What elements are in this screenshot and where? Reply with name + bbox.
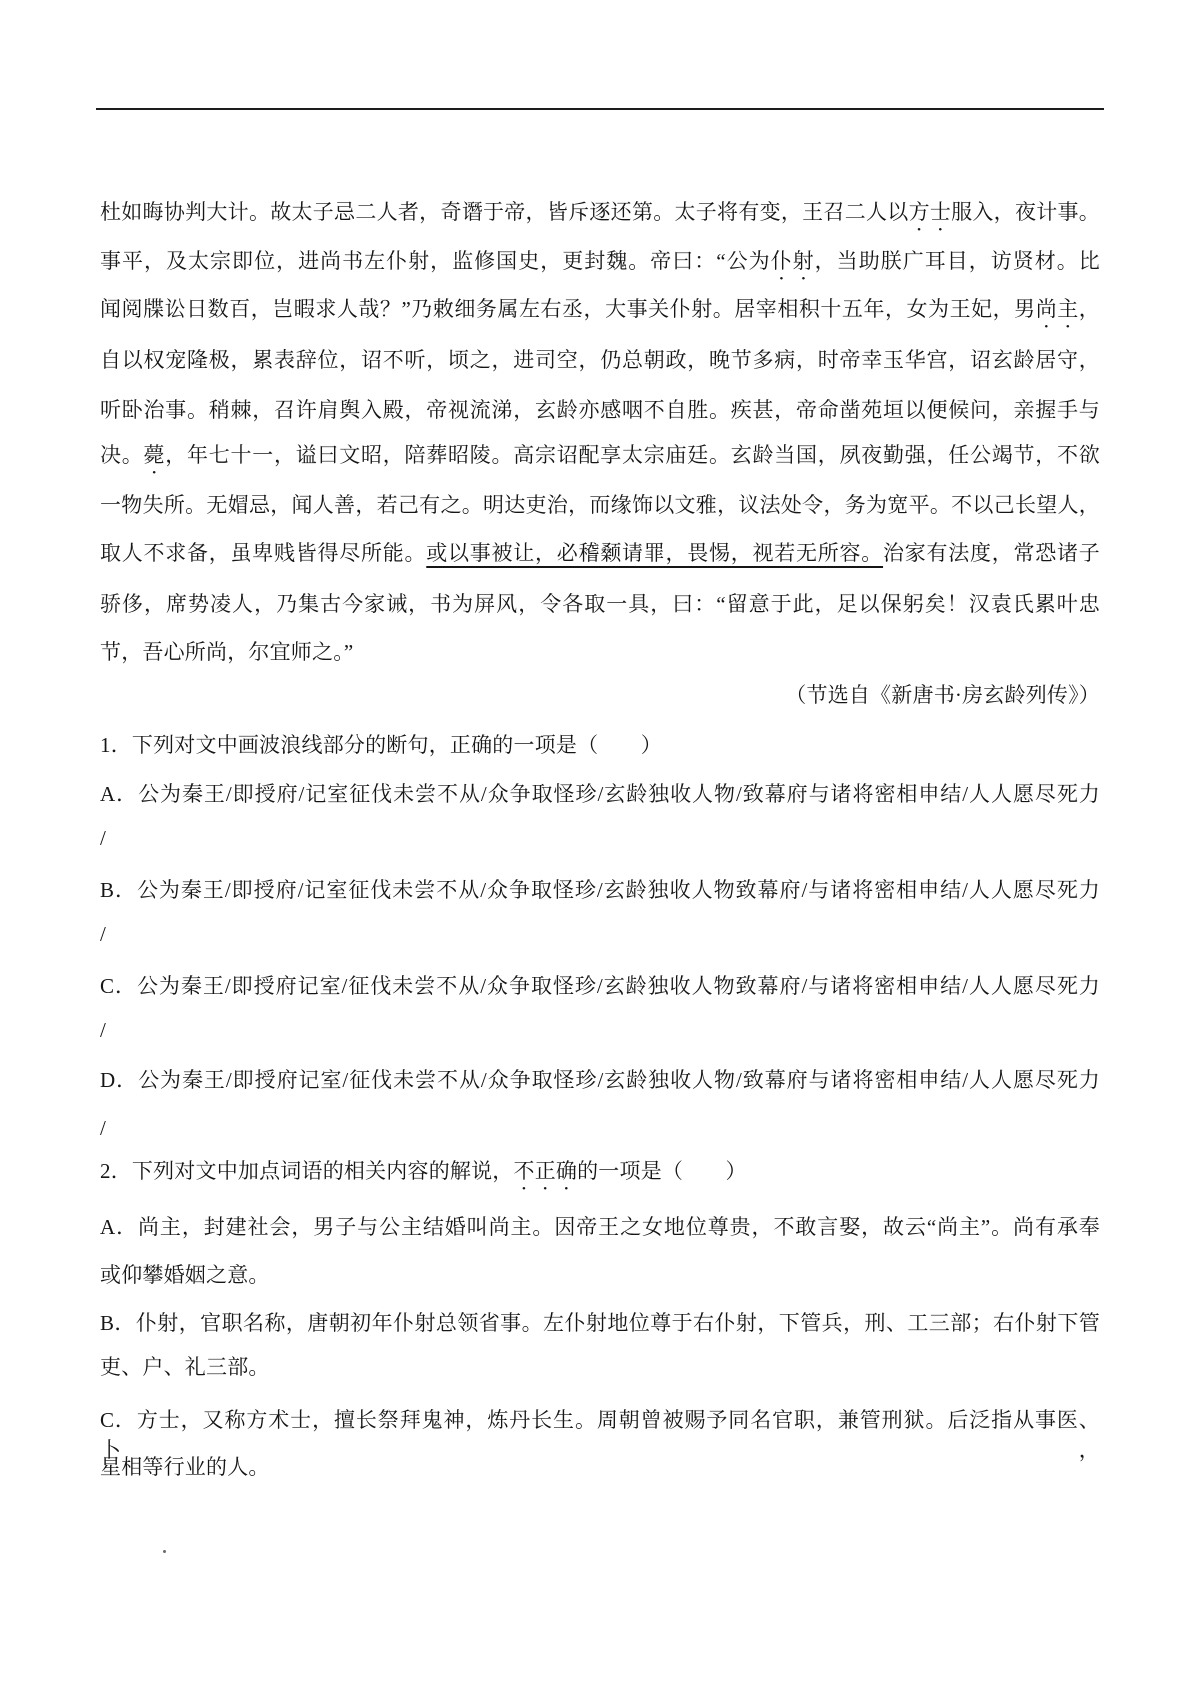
question2-option-a [100, 1212, 1100, 1242]
passage-line-9 [100, 589, 1100, 619]
question2-option-b [100, 1308, 1100, 1338]
text-run: B．仆射，官职名称，唐朝初年仆射总领省事。左仆射地位尊于右仆射，下管兵，刑、工三部；右仆射下管 [100, 1311, 1100, 1335]
text-run: 骄侈，席势凌人，乃集古今家诫，书为屏风，令各取一具，曰：“留意于此，足以保躬矣！汉袁氏累叶忠 [100, 592, 1100, 616]
emphasis-dotted-text: 不正确 [513, 1159, 578, 1183]
question1-option-a [100, 779, 1100, 809]
text-run: 听卧治事。稍棘，召许肩舆入殿，帝视流涕，玄龄亦感咽不自胜。疾甚，帝命凿苑垣以便候问，亲握手与 [100, 398, 1100, 422]
question1-option-b-continuation [100, 919, 1100, 949]
text-run: 吏、户、礼三部。 [100, 1355, 270, 1379]
text-run: ，当助朕广耳目，访贤材。比 [814, 249, 1100, 273]
text-run: 自以权宠隆极，累表辞位，诏不听，顷之，进司空，仍总朝政，晚节多病，时帝幸玉华宫，诏玄龄居守， [100, 348, 1100, 372]
passage-attribution: （节选自《新唐书·房玄龄列传》） [785, 683, 1100, 707]
text-run: 一物失所。无媢忌，闻人善，若己有之。明达吏治，而缘饰以文雅，议法处令，务为宽平。不以己长望人， [100, 493, 1100, 517]
passage-line-1 [100, 197, 1100, 236]
passage-line-4 [100, 345, 1100, 375]
question2-stem [100, 1156, 1100, 1195]
passage-line-2 [100, 246, 1100, 285]
text-run: / [100, 1018, 107, 1042]
text-run: 治家有法度，常恐诸子 [883, 541, 1101, 565]
question1-option-c-continuation [100, 1015, 1100, 1045]
text-run: ，年七十一，谥曰文昭，陪葬昭陵。高宗诏配享太宗庙廷。玄龄当国，夙夜勤强，任公竭节，不欲 [165, 443, 1101, 467]
passage-line-3 [100, 294, 1100, 333]
text-run: A．公为秦王/即授府/记室征伐未尝不从/众争取怪珍/玄龄独收人物/致幕府与诸将密相申结/人人愿尽死力 [100, 782, 1100, 806]
question1-option-a-continuation [100, 823, 1100, 853]
text-run: 的一项是（ ） [577, 1159, 747, 1183]
passage-line-8 [100, 538, 1100, 568]
text-run: / [100, 826, 107, 850]
text-run: D．公为秦王/即授府记室/征伐未尝不从/众争取怪珍/玄龄独收人物/致幕府与诸将密相申结/人人愿尽死力 [100, 1068, 1100, 1092]
text-run: A．尚主，封建社会，男子与公主结婚叫尚主。因帝王之女地位尊贵，不敢言娶，故云“尚主”。尚有承奉 [100, 1215, 1100, 1239]
question2-option-b-continuation [100, 1352, 1100, 1382]
question1-option-b [100, 875, 1100, 905]
document-content [100, 0, 1100, 1698]
text-run: C．方士，又称方术士，擅长祭拜鬼神，炼丹长生。周朝曾被赐予同名官职，兼管刑狱。后泛指从事医、卜， [100, 1408, 1100, 1462]
text-run: 2．下列对文中加点词语的相关内容的解说， [100, 1159, 514, 1183]
text-run: 事平，及太宗即位，进尚书左仆射，监修国史，更封魏。帝曰：“公为 [100, 249, 771, 273]
text-run: 服入，夜计事。 [951, 200, 1100, 224]
emphasis-dotted-text: 薨 [143, 443, 166, 467]
text-run: B．公为秦王/即授府/记室征伐未尝不从/众争取怪珍/玄龄独收人物致幕府/与诸将密相申结/人人愿尽死力 [100, 878, 1100, 902]
text-run: 1．下列对文中画波浪线部分的断句，正确的一项是（ ） [100, 733, 662, 757]
emphasis-dotted-text: 方士 [908, 200, 952, 224]
question1-option-d-continuation [100, 1113, 1100, 1143]
text-run: 取人不求备，虽卑贱皆得尽所能。 [100, 541, 427, 565]
emphasis-dotted-text: 尚主 [1035, 297, 1079, 321]
stray-mark [163, 1550, 166, 1553]
text-run: 决。 [100, 443, 144, 467]
text-run: ， [1078, 297, 1100, 321]
question2-option-c-continuation [100, 1452, 1100, 1482]
question2-option-a-continuation [100, 1260, 1100, 1290]
question1-option-c [100, 971, 1100, 1001]
text-run: 或仰攀婚姻之意。 [100, 1263, 270, 1287]
text-run: / [100, 1116, 107, 1140]
text-run: / [100, 922, 107, 946]
text-run: 杜如晦协判大计。故太子忌二人者，奇谮于帝，皆斥逐还第。太子将有变，王召二人以 [100, 200, 909, 224]
underlined-text: 或以事被让，必稽颡请罪，畏惕，视若无所容。 [426, 541, 884, 565]
text-run: C．公为秦王/即授府记室/征伐未尝不从/众争取怪珍/玄龄独收人物致幕府/与诸将密相申结/人人愿尽死力 [100, 974, 1100, 998]
passage-line-10 [100, 637, 1100, 667]
question1-option-d [100, 1065, 1100, 1095]
emphasis-dotted-text: 仆射 [770, 249, 815, 273]
passage-line-5 [100, 395, 1100, 425]
text-run: 节，吾心所尚，尔宜师之。” [100, 640, 354, 664]
passage-line-6 [100, 440, 1100, 479]
passage-line-7 [100, 490, 1100, 520]
text-run: 闻阅牒讼日数百，岂暇求人哉？”乃敕细务属左右丞，大事关仆射。居宰相积十五年，女为王妃，男 [100, 297, 1036, 321]
question1-stem [100, 730, 1100, 760]
text-run: 星相等行业的人。 [100, 1455, 270, 1479]
